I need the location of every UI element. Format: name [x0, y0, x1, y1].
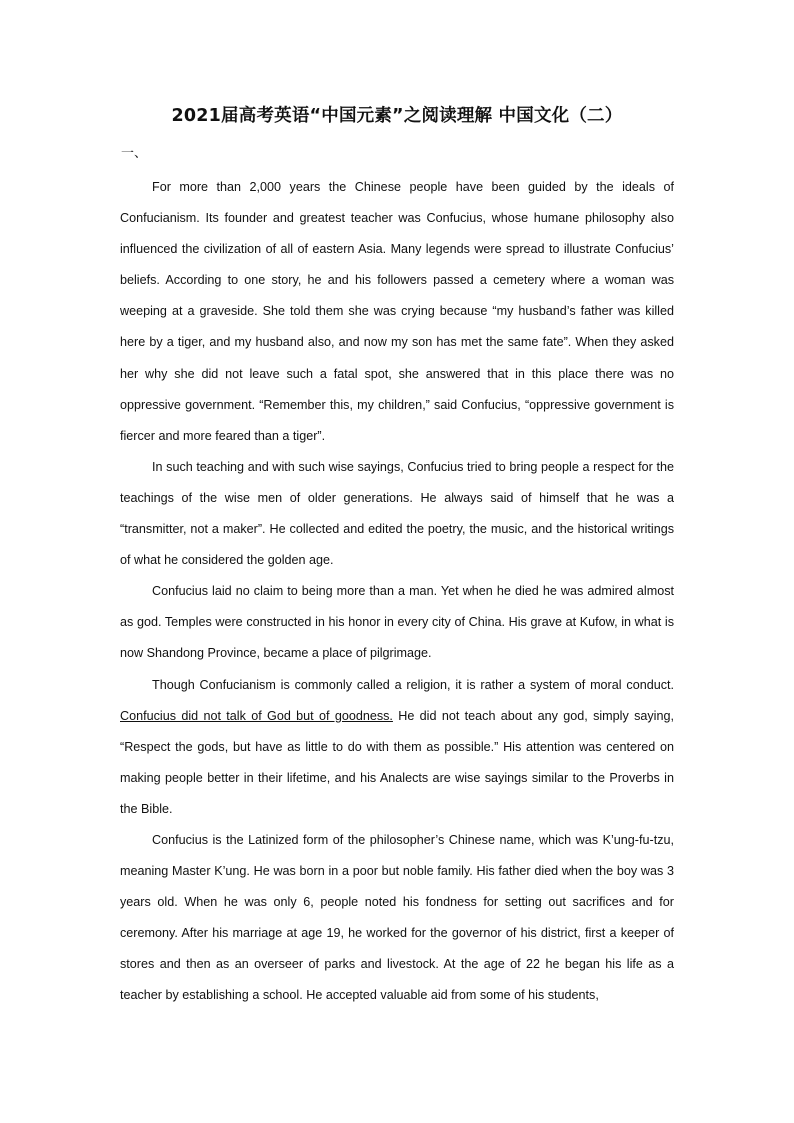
- underlined-sentence: Confucius did not talk of God but of goodness.: [120, 708, 393, 723]
- paragraph-1: For more than 2,000 years the Chinese people have been guided by the ideals of Confucianism. Its founder and greatest teacher was Confucius, whose humane philosophy also influenced the civilization of all of eastern Asia. Many legends were spread to illustrate Confucius’ beliefs. According to one story, he and his followers passed a cemetery where a woman was weeping at a graveside. She told them she was crying because “my husband’s father was killed here by a tiger, and my husband also, and now my son has met the same fate”. When they asked her why she did not leave such a fatal spot, she answered that in this place there was no oppressive government. “Remember this, my children,” said Confucius, “oppressive government is fiercer and more feared than a tiger”.: [120, 180, 674, 443]
- paragraph-2: In such teaching and with such wise sayings, Confucius tried to bring people a respect for the teachings of the wise men of older generations. He always said of himself that he was a “transmitter, not a maker”. He collected and edited the poetry, the music, and the historical writings of what he considered the golden age.: [120, 459, 674, 568]
- paragraph-4-rest: He did not teach about any god, simply saying, “Respect the gods, but have as little to do with them as possible.” His attention was centered on making people better in their lifetime, and his Analects are wise sayings similar to the Proverbs in the Bible.: [120, 708, 674, 816]
- section-number: 一、: [121, 146, 148, 161]
- document-title: 2021届高考英语“中国元素”之阅读理解 中国文化（二）: [171, 106, 623, 126]
- paragraph-4: [120, 670, 674, 825]
- paragraph-4-intro: Though Confucianism is commonly called a religion, it is rather a system of moral conduct.: [152, 677, 674, 692]
- paragraph-3: Confucius laid no claim to being more than a man. Yet when he died he was admired almost as god. Temples were constructed in his honor in every city of China. His grave at Kufow, in what is now Shandong Province, became a place of pilgrimage.: [120, 584, 674, 661]
- paragraph-5: Confucius is the Latinized form of the philosopher’s Chinese name, which was K’ung-fu-tzu, meaning Master K’ung. He was born in a poor but noble family. His father died when the boy was 3 years old. When he was only 6, people noted his fondness for setting out sacrifices and for ceremony. After his marriage at age 19, he worked for the governor of his district, first a keeper of stores and then as an overseer of parks and livestock. At the age of 22 he began his life as a teacher by establishing a school. He accepted valuable aid from some of his students,: [120, 832, 674, 1003]
- reading-passage: [120, 172, 674, 1012]
